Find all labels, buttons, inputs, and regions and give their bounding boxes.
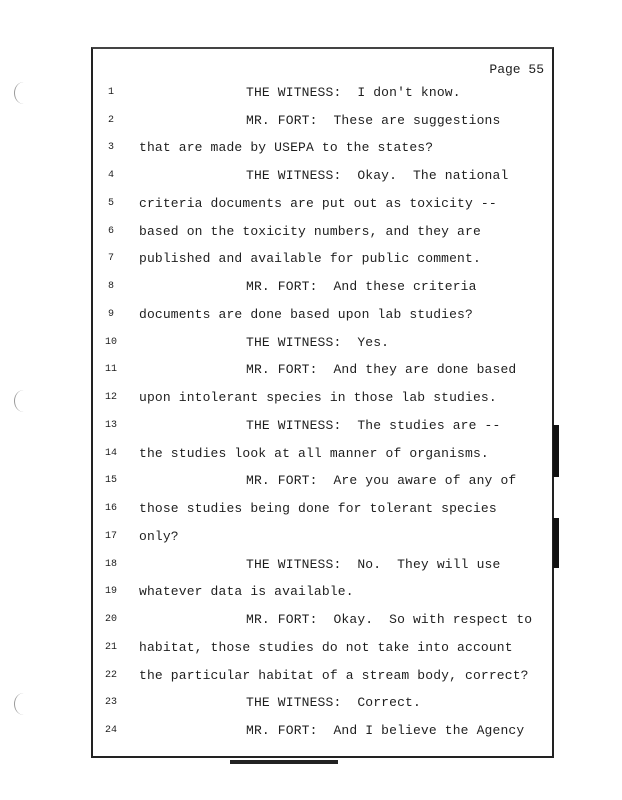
transcript-line: that are made by USEPA to the states? [139,140,434,155]
line-number: 14 [104,448,117,459]
line-number: 10 [104,337,117,348]
punch-hole-bottom [14,693,33,715]
line-number: 24 [104,725,117,736]
line-number: 5 [107,198,114,209]
line-number: 7 [107,253,114,264]
line-number: 17 [104,531,117,542]
line-number: 9 [107,309,114,320]
transcript-line: the studies look at all manner of organisms. [139,446,489,461]
line-number: 16 [104,503,117,514]
transcript-line: MR. FORT: Okay. So with respect to [246,612,533,627]
transcript-line: based on the toxicity numbers, and they are [139,224,481,239]
line-number: 3 [107,142,114,153]
line-number: 2 [107,115,114,126]
transcript-line: habitat, those studies do not take into account [139,640,513,655]
transcript-line: MR. FORT: And I believe the Agency [246,723,525,738]
line-number: 18 [104,559,117,570]
line-number: 6 [107,226,114,237]
transcript-line: MR. FORT: Are you aware of any of [246,473,517,488]
transcript-line: MR. FORT: And they are done based [246,362,517,377]
margin-mark-upper [553,425,559,477]
bottom-shadow-mark [230,760,338,764]
transcript-line: criteria documents are put out as toxicity -- [139,196,497,211]
punch-hole-top [14,82,33,104]
transcript-line: MR. FORT: These are suggestions [246,113,501,128]
line-number: 23 [104,697,117,708]
bottom-border [91,756,554,758]
punch-hole-middle [14,390,33,412]
line-number: 4 [107,170,114,181]
line-number: 13 [104,420,117,431]
transcript-line: only? [139,529,179,544]
line-number: 20 [104,614,117,625]
line-number: 22 [104,670,117,681]
transcript-line: those studies being done for tolerant species [139,501,497,516]
transcript-line: upon intolerant species in those lab studies. [139,390,497,405]
transcript-line: MR. FORT: And these criteria [246,279,477,294]
transcript-line: THE WITNESS: Yes. [246,335,390,350]
transcript-line: THE WITNESS: The studies are -- [246,418,501,433]
transcript-line: published and available for public comment. [139,251,481,266]
transcript-line: documents are done based upon lab studies? [139,307,473,322]
page-number: Page 55 [489,62,544,77]
line-number: 11 [104,364,117,375]
line-number: 8 [107,281,114,292]
transcript-line: the particular habitat of a stream body, correct? [139,668,529,683]
line-number: 19 [104,586,117,597]
transcript-line: THE WITNESS: No. They will use [246,557,501,572]
transcript-line: THE WITNESS: I don't know. [246,85,461,100]
transcript-line: whatever data is available. [139,584,354,599]
transcript-line: THE WITNESS: Correct. [246,695,421,710]
line-number: 21 [104,642,117,653]
margin-mark-lower [553,518,559,568]
line-number: 12 [104,392,117,403]
transcript-line: THE WITNESS: Okay. The national [246,168,509,183]
line-number: 15 [104,475,117,486]
line-number: 1 [107,87,114,98]
